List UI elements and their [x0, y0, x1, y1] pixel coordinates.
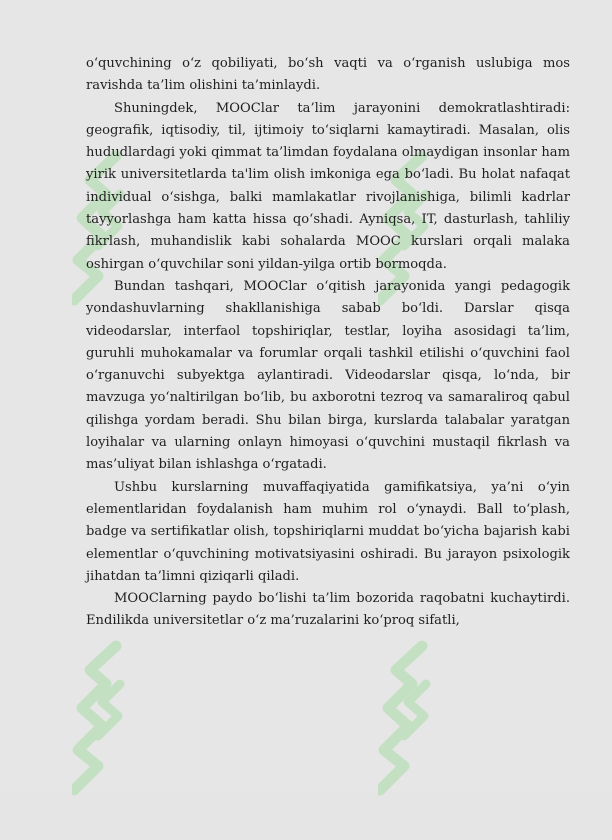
paragraph: Shuningdek, MOOClar ta’lim jarayonini demokratlashtiradi: geografik, iqtisodiy, til, ijtimoiy to‘siqlarni kamaytiradi. Masalan, olis hududlardagi yoki qimmat ta’limdan foydalana olmaydigan insonlar ham yirik universitetlarda ta'lim olish imkoniga ega bo‘ladi. Bu holat nafaqat individual o‘sishga, balki mamlakatlar rivojlanishiga, bilimli kadrlar tayyorlashga ham katta hissa qo‘shadi. Ayniqsa, IT, dasturlash, tahliliy fikrlash, muhandislik kabi sohalarda MOOC kurslari orqali malaka oshirgan o‘quvchilar soni yildan-yilga ortib bormoqda. [86, 100, 570, 272]
body-text [86, 53, 570, 633]
paragraph: o‘quvchining o‘z qobiliyati, bo‘sh vaqti va o‘rganish uslubiga mos ravishda ta’lim olishini ta’minlaydi. [86, 56, 570, 94]
logo-watermark-icon [72, 640, 136, 840]
paragraph: MOOClarning paydo bo‘lishi ta’lim bozorida raqobatni kuchaytirdi. Endilikda universitetlar o‘z ma’ruzalarini ko‘proq sifatli, [86, 591, 570, 629]
paragraph: Ushbu kurslarning muvaffaqiyatida gamifikatsiya, ya’ni o‘yin elementlaridan foydalanish ham muhim rol o‘ynaydi. Ball to‘plash, badge va sertifikatlar olish, topshiriqlarni muddat bo‘yicha bajarish kabi elementlar o‘quvchining motivatsiyasini oshiradi. Bu jarayon psixologik jihatdan ta’limni qiziqarli qiladi. [86, 479, 570, 584]
logo-watermark-icon [378, 640, 442, 840]
paragraph: Bundan tashqari, MOOClar o‘qitish jarayonida yangi pedagogik yondashuvlarning shakllanishiga sabab bo‘ldi. Darslar qisqa videodarslar, interfaol topshiriqlar, testlar, loyiha asosidagi ta’lim, guruhli muhokamalar va forumlar orqali tashkil etilishi o‘quvchini faol o‘rganuvchi subyektga aylantiradi. Videodarslar qisqa, lo‘nda, bir mavzuga yo‘naltirilgan bo‘lib, bu axborotni tezroq va samaraliroq qabul qilishga yordam beradi. Shu bilan birga, kurslarda talabalar yaratgan loyihalar va ularning onlayn himoyasi o‘quvchini mustaqil fikrlash va mas’uliyat bilan ishlashga o‘rgatadi. [86, 278, 570, 473]
